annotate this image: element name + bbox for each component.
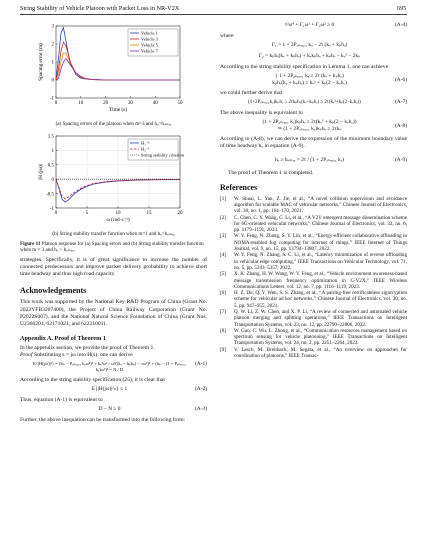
figure-11-caption-text: Platoon response for (a) Spacing errors and (b) String stability transfer function when m = 3 and hₒ > hₒₘₐₓ. — [20, 240, 204, 253]
acknowledgements-heading: Acknowledgements — [20, 286, 87, 296]
figure-11a-subcaption: (a) Spacing errors of the platoon when m=3 and hₒ>hₒₘₐₓ — [55, 121, 172, 127]
reference-text: H. Z. Du, Q. Y. Wen, S. S. Zhang, et al., “A pairing-free certificateless signcryption scheme for vehicular ad hoc networks,” Chinese Journal of Electronics, vol. 30, no. 5, pp. 947–955, 2021. — [234, 290, 407, 309]
reference-text: V. Lesch, M. Breitbach, M. Segata, et al., “An overview on approaches for coordination of platoons,” IEEE Transac- — [234, 346, 407, 360]
equation-a4-number: (A-4) — [395, 22, 407, 28]
equation-a2 — [20, 386, 207, 395]
equation-a9 — [220, 155, 407, 166]
reference-text: W. Y. Feng, N. Zhang, S. C. Li, et al., “Latency minimization of reverse offloading in vehicular edge computing,” IEEE Transactions on Vehicular Technology, vol. 71, no. 5, pp. 5343–5357, 2022. — [234, 252, 407, 271]
y-tick-label: 1 — [51, 149, 54, 155]
y-tick-label: -0.5 — [46, 192, 54, 198]
legend-label: String stability criterion — [141, 152, 184, 158]
reference-text: W. Shuai, L. Yan, Z. Jie, et al., “A novel collision supervision and avoidance algorithm for scalable MAC of vehicular networks,” Chinese Journal of Electronics, vol. 30, no. 1, pp. 164–170, 2021. — [234, 195, 407, 215]
reference-item — [220, 309, 407, 328]
equation-a3-body: D − N ≥ 0 — [98, 406, 121, 413]
figure-11-label: Figure 11 — [20, 240, 41, 247]
equation-a8-number: (A-8) — [395, 123, 407, 130]
reference-number: [9] — [220, 346, 226, 353]
y-tick-label: 1.5 — [47, 134, 54, 140]
reference-number: [6] — [220, 290, 226, 297]
legend-label: H₂⁻¹ — [141, 146, 150, 152]
equation-a9-body: hₒ ≥ hₒₘₐₓ = 2τ / (1 + 2Pₐₙₑ₅ₒ₁ kₐ) — [274, 156, 344, 163]
right-paragraph-5: The proof of Theorem 1 is completed. — [228, 169, 314, 176]
right-paragraph-4: According to (A-8), we can derive the expression of the minimum boundary value of time headway hₒ in equation (A-9). — [220, 136, 407, 150]
reference-item — [220, 271, 407, 290]
figure-11-caption — [20, 241, 207, 254]
y-tick-label: 0.5 — [47, 163, 54, 169]
proof-text: Substituting s = jω into H(s), one can derive — [33, 351, 133, 358]
left-column — [20, 20, 207, 424]
reference-item — [220, 252, 407, 271]
x-axis-label: ω (rad·s⁻¹) — [106, 217, 130, 224]
proof-paragraph — [20, 352, 207, 359]
reference-number: [8] — [220, 327, 226, 334]
x-tick-label: 20 — [103, 101, 109, 106]
equation-a1-body: E{|H(jω)|²} = (kₚ − Pₐₙₑ₅ₒ₁ kₐω²)² + kᵥ²ω² / ω²((kᵥ + kₚhₒ) − τω²)² + (kₚ − (1 + Pₐₙₑ₅ₒ₁ kₐ)ω²)² = N / D — [33, 361, 186, 373]
y-tick-label: 1 — [51, 60, 54, 66]
x-tick-label: 0 — [54, 211, 58, 217]
right-column — [220, 20, 407, 359]
equation-a2-number: (A-2) — [195, 386, 207, 393]
equation-a3-number: (A-3) — [195, 406, 207, 413]
legend-label: Vehicle 7 — [141, 48, 158, 54]
right-paragraph-3: The above inequality is equivalent to — [220, 110, 303, 117]
equation-a1-number: (A-1) — [195, 361, 207, 368]
y-tick-label: 3 — [51, 24, 54, 30]
equation-a6-line2: kₚhₒ(kᵥ + kₚhₒ) ≥ kᵥ² + kₚ(2 − kᵥhₒ) — [272, 80, 347, 87]
equation-a2-body: E{|H(jω)|²ₙ} ≤ 1 — [91, 386, 128, 393]
legend-label: Vehicle 1 — [141, 30, 158, 36]
y-tick-label: -1 — [49, 206, 54, 212]
figure-11b-transfer-function-chart — [20, 130, 207, 225]
legend-label: Vehicle 5 — [141, 42, 158, 48]
equation-a7 — [220, 99, 407, 108]
equation-a3 — [20, 406, 207, 415]
x-tick-label: 50 — [177, 101, 183, 106]
reference-item — [220, 215, 407, 234]
x-tick-label: 10 — [78, 101, 84, 106]
x-tick-label: 5 — [85, 211, 89, 217]
appendix-paragraph-2: According to the string stability specification (25), it is clear that — [20, 377, 165, 384]
reference-item — [220, 233, 407, 252]
reference-item — [220, 196, 407, 215]
equation-a4 — [220, 22, 407, 31]
equation-a8-line2: ⇒ (1 + 2Pₐₙₑ₅ₒ₁ kₐ)kₚhₒ ≥ 2τkₚ — [277, 126, 342, 133]
equation-a7-body: (1+2Pₐₙₑ₅ₒ₁kₐ)kₚhₒ ≥ 2τkₚhₒ(kᵥ+kₚhₒ) ≥ 2τ(kᵥ²+kₚ(2−kᵥhₒ)) — [248, 100, 361, 106]
proof-label: Proof — [20, 351, 33, 358]
acknowledgements-text: This work was supported by the National Key R&D Program of China (Grant No. 2022YFB3207400), the Project of China Railway Corporation (Grant No. P2022S007), and the National Natural Science Foundation of China (Grant Nos. U2368201, 62171021, and 62221001). — [20, 299, 207, 327]
gamma1-body: Γ₁ = 1 + 2Pₐₙₑ₅ₒ₁ kₐ − 2τ (kᵥ + kₚhₒ) — [271, 42, 348, 49]
equation-a4-body: τ²ω⁴ + Γ₁ω² + Γ₂ω² ≥ 0 — [284, 22, 335, 28]
reference-item — [220, 328, 407, 347]
figure-11a-spacing-error-chart — [20, 20, 207, 115]
conclusion-paragraph: strategies. Specifically, it is of great significance to increase the number of connected predecessors and improve packet delivery probability to achieve short time headway and thus high road capacity. — [20, 257, 207, 278]
reference-text: Q. W. Li, Z. W. Chen, and X. P. Li, “A review of connected and automated vehicle platoon merging and splitting operations,” IEEE Transactions on Intelligent Transportation Systems, vol. 23, no. 12, pp. 22790–22806, 2022. — [234, 309, 407, 328]
header-rule — [20, 14, 407, 15]
right-paragraph-1: According to the string stability specification in Lemma 1, one can achieve — [220, 64, 389, 71]
page-number: 695 — [397, 5, 407, 12]
x-tick-label: 0 — [54, 101, 58, 106]
reference-text: C. Chen, C. Y. Wang, C. Li, et al., “A V2V emergent message dissemination scheme for 6G-oriented vehicular networks,” Chinese Journal of Electronics, vol. 32, no. 6, pp. 1179–1191, 2023. — [234, 214, 407, 234]
appendix-intro: In the appendix section, we provide the proof of Theorem 1. — [20, 344, 155, 351]
equation-a7-number: (A-7) — [395, 99, 407, 106]
right-paragraph-2: we could further derive that — [220, 90, 283, 97]
reference-item — [220, 290, 407, 309]
y-tick-label: 2 — [51, 42, 54, 48]
reference-number: [1] — [220, 195, 226, 202]
y-axis-label: Spacing error (m) — [38, 43, 44, 81]
appendix-paragraph-3: Thus, equation (A-1) is equivalent to — [20, 397, 103, 404]
gamma2-definition — [220, 53, 407, 62]
equation-a1 — [20, 361, 207, 375]
equation-a8 — [220, 119, 407, 134]
appendix-paragraph-4: Further, the above inequation can be transformed into the following form: — [20, 417, 186, 424]
running-header-title: String Stability of Vehicle Platoon with Packet Loss in NR-V2X — [20, 5, 180, 12]
references-heading: References — [220, 182, 258, 192]
equation-a9-number: (A-9) — [395, 156, 407, 163]
y-axis-label: |H (jω)| — [38, 164, 44, 181]
gamma1-definition — [220, 42, 407, 51]
equation-a8-line1: (1 + 2Pₐₙₑ₅ₒ₁ kₐ)kₚhₒ ≥ 2τ(kᵥ² + kₚ(2 − kᵥhₒ)) — [262, 119, 357, 126]
legend-label: H₁⁻¹ — [141, 140, 150, 146]
legend-label: Vehicle 3 — [141, 36, 158, 42]
reference-number: [7] — [220, 309, 226, 315]
reference-number: [3] — [220, 233, 226, 240]
equation-a6-line1: { 1 + 2Pₐₙₑ₅ₒ₁ kₐ ≥ 2τ (kᵥ + kₚhₒ) — [275, 73, 344, 80]
x-tick-label: 40 — [152, 101, 158, 106]
references-list — [220, 196, 407, 360]
reference-number: [4] — [220, 252, 226, 259]
equation-a6-number: (A-6) — [395, 77, 407, 84]
appendix-heading: Appendix A. Proof of Theorem 1 — [20, 334, 106, 342]
reference-text: X. K. Zhang, H. W. Wang, W. Y. Feng, et al., “Vehicle environment awareness-based message transmission frequency optimization in C-V2X,” IEEE Wireless Communications Letters, vol. 12, no. 7, pp. 1116–1119, 2023. — [234, 271, 407, 290]
gamma2-body: Γ₂ = kₚhₒ(kᵥ + kₚhₒ) + kᵥkₚhₒ + kₚhₒ − kᵥ² − 2kₚ — [258, 53, 361, 60]
equation-a6 — [220, 73, 407, 88]
figure-11b-subcaption: (b) String stability transfer function when m=1 and hₒ>hₒₘₐₓ — [52, 231, 175, 238]
reference-number: [5] — [220, 271, 226, 278]
reference-number: [2] — [220, 214, 226, 221]
y-tick-label: 0 — [51, 178, 54, 184]
reference-text: W. Y. Feng, N. Zhang, S. Y. Lin, et al., “Energy-efficient collaborative offloading in NOMA-enabled fog computing for internet of things,” IEEE Internet of Things Journal, vol. 9, no. 15, pp. 13794–13807, 2022. — [234, 233, 407, 253]
series-line — [56, 53, 180, 80]
x-tick-label: 30 — [127, 101, 133, 106]
x-tick-label: 20 — [177, 211, 183, 217]
series-line — [56, 58, 180, 80]
y-tick-label: 0 — [51, 78, 54, 84]
y-tick-label: -1 — [49, 96, 54, 102]
reference-text: W. Gao, C. Wu, L. Zhong, et al., “Communication resources management based on spectrum sensing for vehicle platooning,” IEEE Transactions on Intelligent Transportation Systems, vol. 24, no. 2, pp. 2251–2264, 2023. — [234, 327, 407, 347]
where-label: where — [220, 33, 234, 39]
x-axis-label: Time (s) — [109, 107, 127, 113]
x-tick-label: 15 — [146, 211, 152, 217]
reference-item — [220, 347, 407, 360]
x-tick-label: 10 — [115, 211, 121, 217]
